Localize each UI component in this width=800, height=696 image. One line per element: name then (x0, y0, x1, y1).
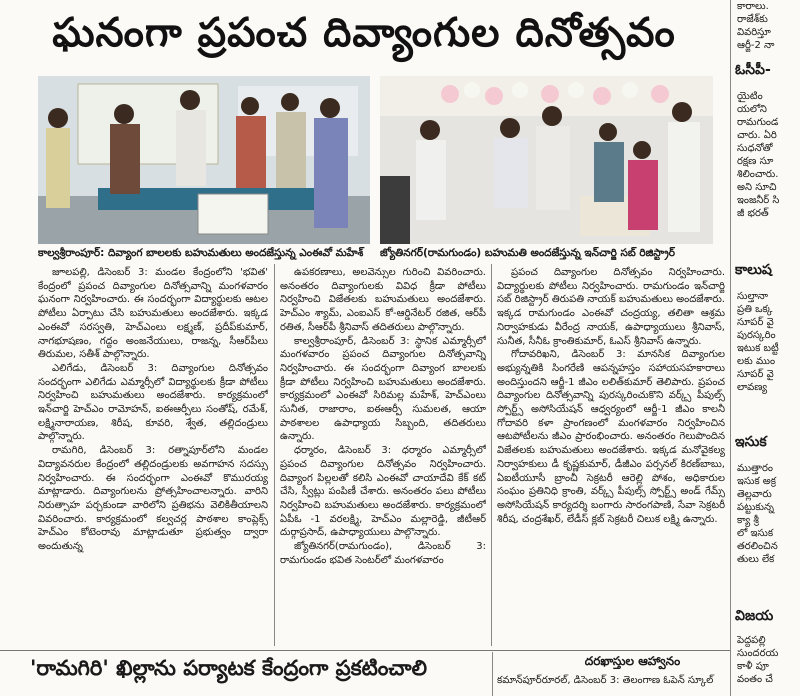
sidebar-line: యలోని (737, 104, 767, 115)
bottom-headline: 'రామగిరి' ఖిల్లాను పర్యాటక కేంద్రంగా ప్రకటించాలి (30, 656, 427, 680)
adjacent-column (733, 0, 800, 696)
sidebar-headline: కాలుష (735, 262, 772, 278)
sidebar-line: ఆర్జీ-2 నా (737, 40, 775, 51)
sidebar-line: కారాలు. (737, 1, 769, 12)
paragraph: కాల్వశ్రీరాంపూర్, డిసెంబర్ 3: స్థానిక ఎమ్మార్సీలో మంగళవారం ప్రపంచ దివ్యాంగుల దినోత్సవాన్ని నిర్వహించారు. ఈ సందర్భంగా దివ్యాంగ బాలలకు క్రీడా పోటీలు నిర్వహించి బహుమతులు అందజేశారు. కార్యక్రమంలో ఎంఈవో సిరిమల్ల మహేశ్, హెచ్ఎంలు సునీత, రాజారాం, ఐఈఆర్పీ సుమలత, ఆయా పాఠశాలల ఉపాధ్యాయ సిబ్బంది, తదితరులు ఉన్నారు. (280, 335, 486, 443)
column-rule (274, 264, 275, 646)
paragraph: జ్యోతినగర్(రామగుండం), డిసెంబర్ 3: రామగుండం భవిత సెంటర్‌లో మంగళవారం (280, 541, 486, 566)
sidebar-line: తులు లేక (737, 554, 775, 565)
sidebar-line: వంతం చే (737, 674, 773, 685)
sidebar-line: సుధనోతో (737, 143, 773, 154)
sidebar-line: రామగుండ (737, 117, 779, 128)
sidebar-headline: ఓసీపీ- (735, 62, 771, 78)
article-column-2 (280, 266, 486, 648)
sidebar-line: లావణ్య (737, 382, 768, 393)
sidebar-line: పురస్కరిం (737, 330, 776, 341)
sidebar-headline: ఇసుక (735, 434, 767, 450)
headline: ఘనంగా ప్రపంచ దివ్యాంగుల దినోత్సవం (52, 10, 676, 56)
paragraph: జూలపల్లి, డిసెంబర్ 3: మండల కేంద్రంలోని 'భవిత' కేంద్రంలో ప్రపంచ దివ్యాంగుల దినోత్సవాన్ని మంగళవారం ఘనంగా నిర్వహించారు. ఈ సందర్భంగా విద్యార్థులకు ఆటల పోటీలు ఏర్పాటు చేసి బహుమతులు అందజేశారు. ఇక్కడ ఎంఈవో సరస్వతి, హెచ్ఎంలు లక్ష్మణ్, ప్రదీప్‌కుమార్, నాగభూషణం, గద్దం అంజనేయులు, రాజన్న, సీఆర్‌పీలు తిరుమల, సతీశ్ పాల్గొన్నారు. (38, 267, 268, 361)
sidebar-line: యైటిం (737, 91, 763, 102)
sidebar-headline: విజయ (735, 608, 774, 624)
sidebar-line: లో ఇసుక (737, 528, 774, 539)
sidebar-line: రాజేశ్‌కు (737, 14, 768, 25)
sidebar-line: తెల్లవారు (737, 489, 772, 500)
photo-left (38, 76, 370, 244)
sidebar-line: సుల్తానా (737, 291, 769, 302)
paragraph: ధర్మారం, డిసెంబర్ 3: ధర్మారం ఎమ్మార్సీలో ప్రపంచ దివ్యాంగుల దినోత్సవం నిర్వహించారు. దివ్యాంగ పిల్లలతో కలిసి ఎంఈవో చాయాదేవి కేక్ కట్ చేసి, స్వీట్లు పంపిణీ చేశారు. అనంతరం పలు పోటీలు నిర్వహించి బహుమతులు అందజేశారు. కార్యక్రమంలో ఏపీఓ -1 వరలక్ష్మి, హెచ్ఎం మల్లారెడ్డి, జీటీఆర్ దుర్గాప్రసాద్, ఉపాధ్యాయులు పాల్గొన్నారు. (280, 445, 486, 539)
paragraph: రామగిరి, డిసెంబర్ 3: రత్నాపూర్‌లోని మండల విద్యావనరుల కేంద్రంలో తల్లిదండ్రులకు అవగాహన సదస్సు నిర్వహించారు. ఈ సందర్భంగా ఎంఈవో కొమురయ్య మాట్లాడారు. దివ్యాంగులను ప్రోత్సహించాలన్నారు. వారిని నిరుత్సాహ పర్చకుండా వారిలోని ప్రతిభను వెలికితీయాలని వివరించారు. కార్యక్రమంలో కల్వచర్ల పాఠశాల కాంప్లెక్స్ హెచ్ఎం కోటెంరావు మాట్లాడుతూ ప్రభుత్వం ద్వారా అందుతున్న (38, 445, 268, 553)
column-rule (730, 0, 731, 696)
sidebar-line: వివరిస్తూ (737, 27, 771, 38)
sidebar-line: తరలించిన (737, 541, 778, 552)
sidebar-line: ఇంజనీర్ సి (737, 195, 780, 206)
section-divider (0, 650, 730, 651)
sidebar-line: చారు. ఏరి (737, 130, 777, 141)
column-rule (492, 652, 493, 696)
bottom-right-text: కమాన్‌పూర్‌రూరల్, డిసెంబర్ 3: తెలంగాణ ఓపెన్ స్కూల్ (497, 675, 714, 686)
article-column-3 (497, 266, 725, 648)
sidebar-line: అని సూచి (737, 182, 777, 193)
caption-left: కాల్వశ్రీరాంపూర్: దివ్యాంగ బాలలకు బహుమతులు అందజేస్తున్న ఎంఈవో మహేశ్ (38, 247, 364, 259)
sidebar-line: సుందరయ (737, 648, 779, 659)
sidebar-line: కాళీ పూ (737, 661, 769, 672)
sidebar-line: పట్టుకున్న (737, 502, 774, 513)
paragraph: ఉపకరణాలు, అలవెన్సుల గురించి వివరించారు. అనంతరం దివ్యాంగులకు వివిధ క్రీడా పోటీలు నిర్వహించి విజేతలకు బహుమతులు అందజేశారు. హెచ్ఎం శ్యామ్, ఎంఐఎస్ కో-ఆర్డినేటర్ రజిత, ఆర్‌పీ రతిత, సీఆర్‌పీ శ్రీనివాస్ తదితరులు పాల్గొన్నారు. (280, 267, 486, 333)
sidebar-line: శిలించారు. (737, 169, 779, 180)
sidebar-line: క్యా శ్రీ (737, 515, 759, 526)
paragraph: ఎలిగేడు, డిసెంబర్ 3: దివ్యాంగుల దినోత్సవం సందర్భంగా ఎలిగేడు ఎమ్మార్సీలో విద్యార్థులకు క్రీడా పోటీలు నిర్వహించి బహుమతులు అందజేశారు. కార్యక్రమంలో ఇన్‌చార్జి హెచ్ఎం రామోహన్, ఐఈఆర్పీలు సంతోష్, రమేశ్, లక్ష్మినారాయణ, శిరీష, కూవరి, శ్వేత, తల్లిదండ్రులు పాల్గొన్నారు. (38, 362, 268, 443)
bottom-right-headline: దరఖాస్తుల ఆహ్వానం (584, 654, 681, 668)
column-rule (491, 264, 492, 646)
sidebar-line: రక్షణ సూ (737, 156, 774, 167)
paragraph: ప్రపంచ దివ్యాంగుల దినోత్సవం నిర్వహించారు. విద్యార్థులకు పోటీలు నిర్వహించారు. రామగుండం ఇన్‌చార్జి సబ్ రిజిస్ట్రార్ తిరుపతి నాయక్ బహుమతులు అందజేశారు. ఇక్కడ రామగుండం ఎంఈవో చంద్రయ్య, తలితా ఆశ్రమ నిర్వాహకుడు వీరేంద్ర నాయక్, ఉపాధ్యాయులు శ్రీనివాస్, సునీత, సీనీఓ క్రాంతికుమార్, ఓఎస్ శ్రీనివాస్ ఉన్నారు. (497, 267, 725, 347)
photo-right (380, 76, 713, 244)
sidebar-line: ముత్తారం (737, 463, 773, 474)
sidebar-line: జీ భరత్ (737, 208, 769, 219)
sidebar-line: లకు ముం (737, 356, 776, 367)
sidebar-line: పెద్దపల్లి (737, 635, 766, 646)
sidebar-line: సూపర్ వై (737, 369, 774, 380)
sidebar-line: ప్రతి ఒక్క (737, 304, 773, 315)
caption-right: జ్యోతినగర్(రామగుండం) బహుమతి అందజేస్తున్న ఇన్‌చార్జి సబ్ రిజిస్ట్రార్ (380, 247, 675, 259)
sidebar-line: ఇసుక అక్ర (737, 476, 776, 487)
sidebar-line: ఇటుక బట్టీ (737, 343, 779, 354)
paragraph: గోదావరిఖని, డిసెంబర్ 3: మానసిక దివ్యాంగుల అభ్యున్నతికి సింగరేణి ఆపన్నహస్తం సహాయసహకారాలు అందిస్తుందని ఆర్జీ-1 జీఎం లలిత్‌కుమార్ తెలిపారు. ప్రపంచ దివ్యాంగుల దినోత్సవాన్ని పురస్కరించుకొని వర్క్స్ పీపుల్స్ స్పోర్ట్స్ అసోసియేషన్ ఆధ్వర్యంలో ఆర్జీ-1 జీఎం కాలనీ గోదావరి కళా ప్రాంగణంలో మంగళవారం నిర్వహించిన ఆటపోటీలను జీఎం ప్రారంభించారు. అనంతరం గెలుపొందిన విజేతలకు బహుమతులు అందజేశారు. ఇక్కడ మనోవైకల్య నిర్వాహకులు డీ కృష్ణకుమార్, డీజీఎం పర్సనల్ కిరణ్‌బాబు, ఏఐటీయూసీ బ్రాంచీ సెక్రటరీ ఆరెల్లి పోశం, అధికారుల సంఘం ప్రతినిధి క్రాంతి, వర్క్స్ పీపుల్స్ స్పోర్ట్స్ అండ్ గేమ్స్ అసోసియేషన్ కార్యదర్శి బంగారు సారంగపాణి, సేవా సెక్రటరీ శిరీష, చంద్రశేఖర్, లేడీస్ క్లబ్ సెక్రటరీ చిలుక లక్ష్మి ఉన్నారు. (497, 349, 725, 525)
article-column-1 (38, 266, 268, 648)
sidebar-line: సూపర్ వై (737, 317, 774, 328)
